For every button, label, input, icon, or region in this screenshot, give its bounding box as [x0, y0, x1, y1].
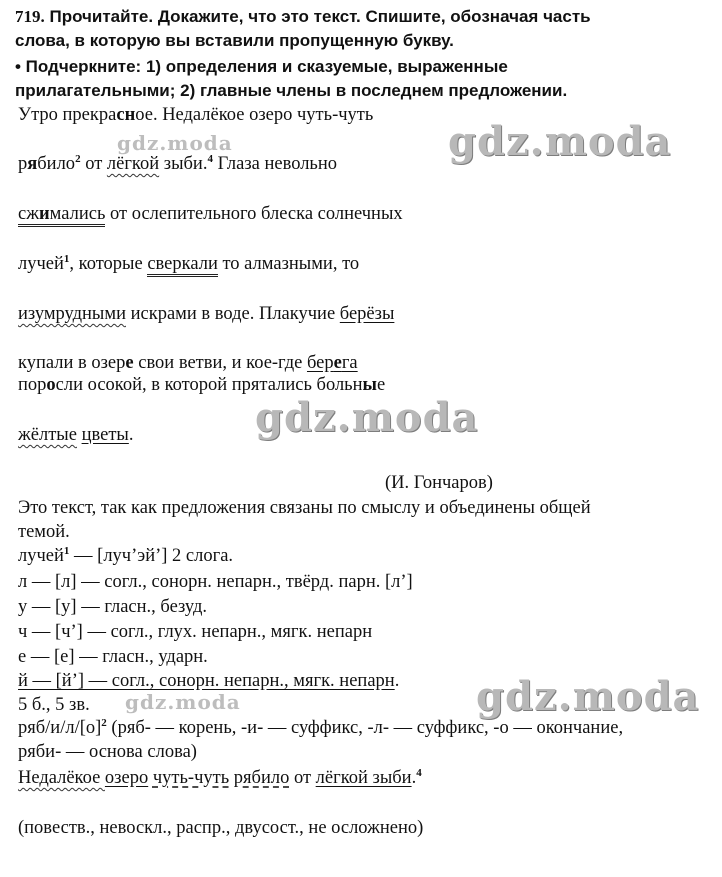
text-line-4: лучей$^1$, которые сверкали то алмазными, то — [18, 253, 359, 275]
source-author: (И. Гончаров) — [385, 473, 493, 493]
watermark-logo-small: gdz.moda — [125, 690, 241, 714]
syntax-sentence: Недалёкое озеро чуть-чуть рябило от лёгкой зыби.$^4$ — [18, 766, 422, 788]
phonetic-word: лучей$^1$ — [луч’эй’] 2 слога. — [18, 544, 234, 566]
task-header-line-3: • Подчеркните: 1) определения и сказуемые, выраженные — [15, 57, 508, 76]
text-line-8: жёлтые цветы. — [18, 425, 134, 445]
morpheme-stem: ряби- — основа слова) — [18, 742, 197, 762]
analysis-line-2: темой. — [18, 522, 70, 542]
morpheme-analysis: ряб/$и/л/[о]^2$ (ряб- — корень, -и- — суффикс, -л- — суффикс, -о — окончание, — [18, 716, 624, 738]
task-header-line-2: слова, в которую вы вставили пропущенную букву. — [15, 31, 454, 50]
task-header-line-1: 719. Прочитайте. Докажите, что это текст. Спишите, обозначая часть — [15, 7, 591, 26]
text-line-5: изумрудными искрами в воде. Плакучие берёзы — [18, 304, 395, 324]
text-line-1: Утро прекрасное. Недалёкое озеро чуть-чуть — [18, 105, 374, 125]
text-line-6: купали в озере свои ветви, и кое-где берега — [18, 353, 358, 373]
watermark-logo: gdz.moda — [255, 394, 479, 441]
watermark-logo-small: gdz.moda — [117, 131, 233, 155]
phonetic-e: е — [е] — гласн., ударн. — [18, 647, 208, 667]
phonetic-ch: ч — [ч’] — согл., глух. непарн., мягк. непарн — [18, 622, 373, 642]
task-header-line-4: прилагательными; 2) главные члены в последнем предложении. — [15, 81, 568, 100]
syntax-characteristics: (повеств., невоскл., распр., двусост., не осложнено) — [18, 818, 424, 838]
phonetic-u: у — [у] — гласн., безуд. — [18, 597, 208, 617]
phonetic-y: й — [й’] — согл., сонорн. непарн., мягк. непарн. — [18, 671, 400, 691]
text-line-7: поросли осокой, в которой прятались больные — [18, 375, 386, 395]
analysis-line-1: Это текст, так как предложения связаны по смыслу и объединены общей — [18, 498, 591, 518]
text-line-3: сжимались от ослепительного блеска солнечных — [18, 203, 403, 225]
watermark-logo: gdz.moda — [448, 118, 672, 165]
task-number: 719. — [15, 7, 45, 26]
text-line-2: рябило$^2$ от лёгкой зыби.$^4$ Глаза невольно — [18, 152, 338, 174]
phonetic-summary: 5 б., 5 зв. — [18, 695, 90, 715]
phonetic-l: л — [л] — согл., сонорн. непарн., твёрд. парн. [л’] — [18, 572, 413, 592]
watermark-logo: gdz.moda — [476, 673, 700, 720]
